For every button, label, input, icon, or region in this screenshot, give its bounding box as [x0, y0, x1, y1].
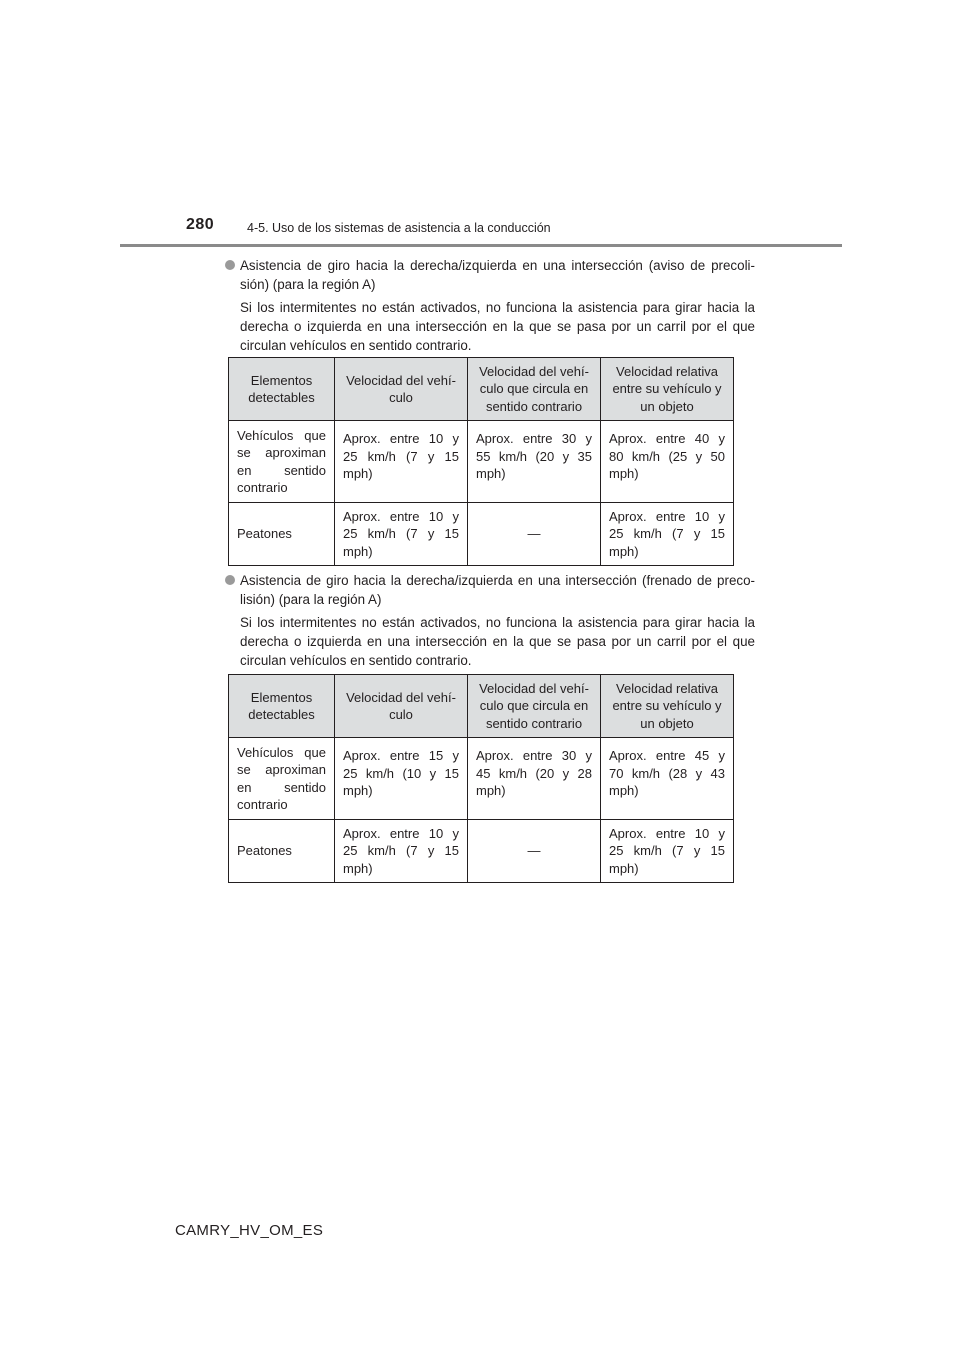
- section-title: 4-5. Uso de los sistemas de asistencia a la conducción: [247, 221, 551, 235]
- bullet-heading: [225, 571, 755, 609]
- table-header-row: [229, 358, 734, 421]
- bullet-body: Si los intermitentes no están activados, no funciona la asistencia para girar hacia la derecha o izquierda en una intersección en la que se pasa por un carril por el que circulan vehículos en sentido contrario.: [240, 300, 755, 353]
- table-row: [229, 503, 734, 566]
- table-cell: Aprox. entre 10 y 25 km/h (7 y 15 mph): [335, 421, 468, 503]
- bullet-section-precollision-braking: [225, 571, 755, 670]
- spec-table-warning: [228, 357, 734, 566]
- bullet-heading: [225, 256, 755, 294]
- table-cell: Aprox. entre 45 y 70 km/h (28 y 43 mph): [601, 738, 734, 820]
- bullet-heading-text: Asistencia de giro hacia la derecha/izquierda en una intersección (aviso de precoli-sión) (para la región A): [240, 258, 755, 292]
- header-divider: [120, 244, 842, 247]
- table-header: Velocidad del vehí-culo que circula en sentido contrario: [468, 358, 601, 421]
- table-cell: Aprox. entre 15 y 25 km/h (10 y 15 mph): [335, 738, 468, 820]
- table-cell: Aprox. entre 10 y 25 km/h (7 y 15 mph): [335, 820, 468, 883]
- table-header: Elementos detectables: [229, 358, 335, 421]
- table-header-row: [229, 675, 734, 738]
- table-cell: Aprox. entre 10 y 25 km/h (7 y 15 mph): [601, 820, 734, 883]
- table-cell: Vehículos que se aproximan en sentido contrario: [229, 421, 335, 503]
- bullet-body: Si los intermitentes no están activados, no funciona la asistencia para girar hacia la derecha o izquierda en una intersección en la que se pasa por un carril por el que circulan vehículos en sentido contrario.: [240, 615, 755, 668]
- bullet-heading-text: Asistencia de giro hacia la derecha/izquierda en una intersección (frenado de preco-lisión) (para la región A): [240, 573, 755, 607]
- spec-table-braking: [228, 674, 734, 883]
- page-number: 280: [186, 216, 215, 233]
- table-cell: Vehículos que se aproximan en sentido contrario: [229, 738, 335, 820]
- table-cell: —: [468, 503, 601, 566]
- table-cell: Aprox. entre 30 y 55 km/h (20 y 35 mph): [468, 421, 601, 503]
- table-header: Velocidad relativa entre su vehículo y un objeto: [601, 675, 734, 738]
- table-row: [229, 421, 734, 503]
- bullet-section-precollision-warning: [225, 256, 755, 355]
- bullet-dot-icon: [225, 260, 235, 270]
- table-header: Velocidad del vehí-culo que circula en sentido contrario: [468, 675, 601, 738]
- table-cell: Aprox. entre 10 y 25 km/h (7 y 15 mph): [335, 503, 468, 566]
- table-header: Velocidad del vehí-culo: [335, 358, 468, 421]
- table-cell: —: [468, 820, 601, 883]
- table-cell: Peatones: [229, 820, 335, 883]
- table-header: Elementos detectables: [229, 675, 335, 738]
- table-row: [229, 820, 734, 883]
- bullet-dot-icon: [225, 575, 235, 585]
- table-cell: Aprox. entre 30 y 45 km/h (20 y 28 mph): [468, 738, 601, 820]
- table-cell: Aprox. entre 10 y 25 km/h (7 y 15 mph): [601, 503, 734, 566]
- table-cell: Peatones: [229, 503, 335, 566]
- table-header: Velocidad del vehí-culo: [335, 675, 468, 738]
- table-header: Velocidad relativa entre su vehículo y un objeto: [601, 358, 734, 421]
- table-cell: Aprox. entre 40 y 80 km/h (25 y 50 mph): [601, 421, 734, 503]
- table-row: [229, 738, 734, 820]
- document-code: CAMRY_HV_OM_ES: [175, 1222, 324, 1239]
